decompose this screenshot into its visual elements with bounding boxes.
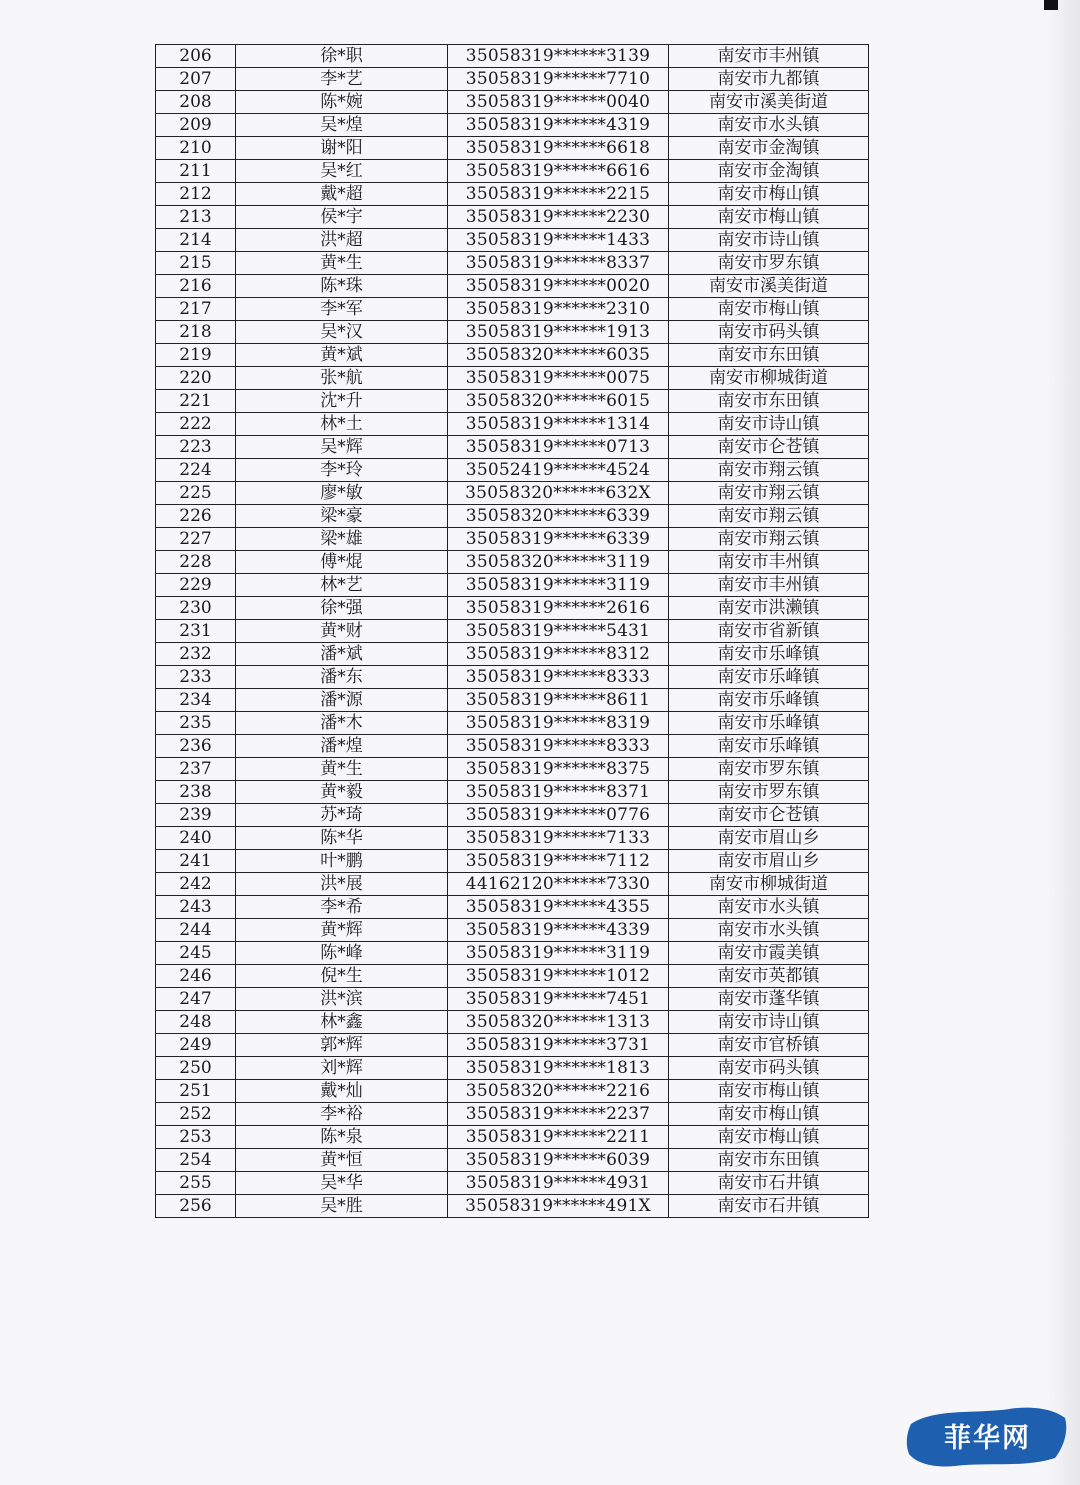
id-number: 35058320******1313 bbox=[448, 1011, 669, 1034]
id-number: 35058319******8371 bbox=[448, 781, 669, 804]
table-row bbox=[156, 114, 869, 137]
id-number: 35058319******1913 bbox=[448, 321, 669, 344]
town-name: 南安市眉山乡 bbox=[669, 827, 869, 850]
row-number: 223 bbox=[156, 436, 236, 459]
town-name: 南安市乐峰镇 bbox=[669, 666, 869, 689]
person-name: 李*希 bbox=[236, 896, 448, 919]
id-number: 35058319******2616 bbox=[448, 597, 669, 620]
town-name: 南安市梅山镇 bbox=[669, 1126, 869, 1149]
town-name: 南安市翔云镇 bbox=[669, 505, 869, 528]
town-name: 南安市梅山镇 bbox=[669, 298, 869, 321]
row-number: 254 bbox=[156, 1149, 236, 1172]
id-number: 35058319******2310 bbox=[448, 298, 669, 321]
person-name: 黄*辉 bbox=[236, 919, 448, 942]
town-name: 南安市乐峰镇 bbox=[669, 735, 869, 758]
row-number: 247 bbox=[156, 988, 236, 1011]
id-number: 35058319******4339 bbox=[448, 919, 669, 942]
row-number: 252 bbox=[156, 1103, 236, 1126]
person-name: 侯*宇 bbox=[236, 206, 448, 229]
table-row bbox=[156, 873, 869, 896]
table-row bbox=[156, 827, 869, 850]
id-number: 35058319******2211 bbox=[448, 1126, 669, 1149]
roster-table bbox=[155, 44, 869, 1218]
table-row bbox=[156, 620, 869, 643]
person-name: 潘*煌 bbox=[236, 735, 448, 758]
row-number: 238 bbox=[156, 781, 236, 804]
person-name: 梁*雄 bbox=[236, 528, 448, 551]
id-number: 35058319******8312 bbox=[448, 643, 669, 666]
id-number: 35058319******3731 bbox=[448, 1034, 669, 1057]
table-row bbox=[156, 896, 869, 919]
table-row bbox=[156, 344, 869, 367]
id-number: 35058319******0040 bbox=[448, 91, 669, 114]
town-name: 南安市仑苍镇 bbox=[669, 436, 869, 459]
person-name: 潘*东 bbox=[236, 666, 448, 689]
person-name: 徐*职 bbox=[236, 45, 448, 68]
person-name: 潘*源 bbox=[236, 689, 448, 712]
town-name: 南安市蓬华镇 bbox=[669, 988, 869, 1011]
row-number: 211 bbox=[156, 160, 236, 183]
id-number: 35058319******4319 bbox=[448, 114, 669, 137]
id-number: 35058319******0713 bbox=[448, 436, 669, 459]
person-name: 谢*阳 bbox=[236, 137, 448, 160]
table-row bbox=[156, 229, 869, 252]
table-row bbox=[156, 735, 869, 758]
person-name: 倪*生 bbox=[236, 965, 448, 988]
table-row bbox=[156, 1126, 869, 1149]
id-number: 35058319******1012 bbox=[448, 965, 669, 988]
person-name: 林*鑫 bbox=[236, 1011, 448, 1034]
row-number: 232 bbox=[156, 643, 236, 666]
id-number: 35058319******8333 bbox=[448, 666, 669, 689]
town-name: 南安市梅山镇 bbox=[669, 183, 869, 206]
person-name: 陈*珠 bbox=[236, 275, 448, 298]
table-row bbox=[156, 1011, 869, 1034]
row-number: 233 bbox=[156, 666, 236, 689]
person-name: 李*艺 bbox=[236, 68, 448, 91]
table-row bbox=[156, 275, 869, 298]
row-number: 251 bbox=[156, 1080, 236, 1103]
id-number: 35058319******2215 bbox=[448, 183, 669, 206]
town-name: 南安市翔云镇 bbox=[669, 528, 869, 551]
id-number: 35058319******7133 bbox=[448, 827, 669, 850]
town-name: 南安市梅山镇 bbox=[669, 206, 869, 229]
town-name: 南安市罗东镇 bbox=[669, 781, 869, 804]
row-number: 227 bbox=[156, 528, 236, 551]
id-number: 35058319******3119 bbox=[448, 574, 669, 597]
scan-corner-mark bbox=[1044, 0, 1058, 10]
id-number: 35058319******7710 bbox=[448, 68, 669, 91]
person-name: 洪*超 bbox=[236, 229, 448, 252]
town-name: 南安市石井镇 bbox=[669, 1172, 869, 1195]
table-row bbox=[156, 436, 869, 459]
row-number: 234 bbox=[156, 689, 236, 712]
id-number: 35058319******491X bbox=[448, 1195, 669, 1218]
id-number: 35058319******7451 bbox=[448, 988, 669, 1011]
person-name: 陈*婉 bbox=[236, 91, 448, 114]
table-row bbox=[156, 988, 869, 1011]
person-name: 黄*生 bbox=[236, 758, 448, 781]
town-name: 南安市乐峰镇 bbox=[669, 643, 869, 666]
person-name: 李*裕 bbox=[236, 1103, 448, 1126]
person-name: 吴*胜 bbox=[236, 1195, 448, 1218]
person-name: 黄*毅 bbox=[236, 781, 448, 804]
row-number: 209 bbox=[156, 114, 236, 137]
id-number: 35058319******3119 bbox=[448, 942, 669, 965]
person-name: 戴*灿 bbox=[236, 1080, 448, 1103]
table-row bbox=[156, 850, 869, 873]
table-row bbox=[156, 160, 869, 183]
row-number: 243 bbox=[156, 896, 236, 919]
id-number: 35058319******7112 bbox=[448, 850, 669, 873]
table-row bbox=[156, 919, 869, 942]
table-row bbox=[156, 574, 869, 597]
row-number: 228 bbox=[156, 551, 236, 574]
person-name: 陈*峰 bbox=[236, 942, 448, 965]
row-number: 230 bbox=[156, 597, 236, 620]
town-name: 南安市水头镇 bbox=[669, 919, 869, 942]
town-name: 南安市翔云镇 bbox=[669, 459, 869, 482]
town-name: 南安市石井镇 bbox=[669, 1195, 869, 1218]
table-row bbox=[156, 137, 869, 160]
person-name: 洪*展 bbox=[236, 873, 448, 896]
table-row bbox=[156, 1172, 869, 1195]
table-row bbox=[156, 804, 869, 827]
person-name: 吴*华 bbox=[236, 1172, 448, 1195]
row-number: 255 bbox=[156, 1172, 236, 1195]
town-name: 南安市罗东镇 bbox=[669, 252, 869, 275]
row-number: 239 bbox=[156, 804, 236, 827]
person-name: 张*航 bbox=[236, 367, 448, 390]
person-name: 陈*泉 bbox=[236, 1126, 448, 1149]
id-number: 35058320******6035 bbox=[448, 344, 669, 367]
town-name: 南安市九都镇 bbox=[669, 68, 869, 91]
person-name: 黄*财 bbox=[236, 620, 448, 643]
row-number: 219 bbox=[156, 344, 236, 367]
person-name: 叶*鹏 bbox=[236, 850, 448, 873]
person-name: 吴*煌 bbox=[236, 114, 448, 137]
row-number: 248 bbox=[156, 1011, 236, 1034]
row-number: 225 bbox=[156, 482, 236, 505]
id-number: 35058319******1314 bbox=[448, 413, 669, 436]
row-number: 242 bbox=[156, 873, 236, 896]
town-name: 南安市霞美镇 bbox=[669, 942, 869, 965]
town-name: 南安市诗山镇 bbox=[669, 413, 869, 436]
row-number: 207 bbox=[156, 68, 236, 91]
id-number: 35058319******6618 bbox=[448, 137, 669, 160]
table-row bbox=[156, 1080, 869, 1103]
id-number: 35058319******8337 bbox=[448, 252, 669, 275]
person-name: 陈*华 bbox=[236, 827, 448, 850]
row-number: 215 bbox=[156, 252, 236, 275]
id-number: 35058319******4931 bbox=[448, 1172, 669, 1195]
table-row bbox=[156, 551, 869, 574]
person-name: 潘*斌 bbox=[236, 643, 448, 666]
table-row bbox=[156, 91, 869, 114]
row-number: 208 bbox=[156, 91, 236, 114]
town-name: 南安市洪濑镇 bbox=[669, 597, 869, 620]
table-row bbox=[156, 781, 869, 804]
table-row bbox=[156, 252, 869, 275]
table-row bbox=[156, 1103, 869, 1126]
row-number: 220 bbox=[156, 367, 236, 390]
id-number: 35058319******6616 bbox=[448, 160, 669, 183]
table-row bbox=[156, 45, 869, 68]
person-name: 李*玲 bbox=[236, 459, 448, 482]
id-number: 35058319******8319 bbox=[448, 712, 669, 735]
id-number: 44162120******7330 bbox=[448, 873, 669, 896]
table-row bbox=[156, 321, 869, 344]
person-name: 苏*琦 bbox=[236, 804, 448, 827]
row-number: 229 bbox=[156, 574, 236, 597]
table-row bbox=[156, 1034, 869, 1057]
row-number: 237 bbox=[156, 758, 236, 781]
row-number: 221 bbox=[156, 390, 236, 413]
town-name: 南安市眉山乡 bbox=[669, 850, 869, 873]
town-name: 南安市东田镇 bbox=[669, 1149, 869, 1172]
town-name: 南安市乐峰镇 bbox=[669, 689, 869, 712]
row-number: 216 bbox=[156, 275, 236, 298]
town-name: 南安市乐峰镇 bbox=[669, 712, 869, 735]
person-name: 林*土 bbox=[236, 413, 448, 436]
id-number: 35058319******0075 bbox=[448, 367, 669, 390]
table-row bbox=[156, 666, 869, 689]
scan-edge-shadow bbox=[1046, 0, 1080, 1485]
town-name: 南安市东田镇 bbox=[669, 390, 869, 413]
person-name: 潘*木 bbox=[236, 712, 448, 735]
table-row bbox=[156, 758, 869, 781]
person-name: 郭*辉 bbox=[236, 1034, 448, 1057]
town-name: 南安市丰州镇 bbox=[669, 45, 869, 68]
person-name: 黄*生 bbox=[236, 252, 448, 275]
id-number: 35058320******6339 bbox=[448, 505, 669, 528]
person-name: 吴*辉 bbox=[236, 436, 448, 459]
table-row bbox=[156, 367, 869, 390]
id-number: 35058319******5431 bbox=[448, 620, 669, 643]
town-name: 南安市金淘镇 bbox=[669, 160, 869, 183]
person-name: 廖*敏 bbox=[236, 482, 448, 505]
town-name: 南安市诗山镇 bbox=[669, 229, 869, 252]
row-number: 244 bbox=[156, 919, 236, 942]
row-number: 245 bbox=[156, 942, 236, 965]
id-number: 35058320******632X bbox=[448, 482, 669, 505]
table-row bbox=[156, 390, 869, 413]
person-name: 林*艺 bbox=[236, 574, 448, 597]
town-name: 南安市溪美街道 bbox=[669, 275, 869, 298]
town-name: 南安市水头镇 bbox=[669, 114, 869, 137]
table-row bbox=[156, 505, 869, 528]
table-row bbox=[156, 965, 869, 988]
row-number: 231 bbox=[156, 620, 236, 643]
id-number: 35058319******1433 bbox=[448, 229, 669, 252]
person-name: 李*军 bbox=[236, 298, 448, 321]
id-number: 35058319******2237 bbox=[448, 1103, 669, 1126]
person-name: 吴*红 bbox=[236, 160, 448, 183]
table-row bbox=[156, 1195, 869, 1218]
town-name: 南安市梅山镇 bbox=[669, 1080, 869, 1103]
id-number: 35058320******6015 bbox=[448, 390, 669, 413]
town-name: 南安市丰州镇 bbox=[669, 574, 869, 597]
town-name: 南安市省新镇 bbox=[669, 620, 869, 643]
row-number: 235 bbox=[156, 712, 236, 735]
watermark-text: 菲华网 bbox=[944, 1423, 1031, 1454]
town-name: 南安市溪美街道 bbox=[669, 91, 869, 114]
row-number: 253 bbox=[156, 1126, 236, 1149]
id-number: 35058319******4355 bbox=[448, 896, 669, 919]
person-name: 沈*升 bbox=[236, 390, 448, 413]
table-row bbox=[156, 942, 869, 965]
id-number: 35058319******0776 bbox=[448, 804, 669, 827]
row-number: 206 bbox=[156, 45, 236, 68]
row-number: 240 bbox=[156, 827, 236, 850]
id-number: 35058319******3139 bbox=[448, 45, 669, 68]
town-name: 南安市码头镇 bbox=[669, 1057, 869, 1080]
id-number: 35058319******8611 bbox=[448, 689, 669, 712]
row-number: 256 bbox=[156, 1195, 236, 1218]
row-number: 246 bbox=[156, 965, 236, 988]
town-name: 南安市柳城街道 bbox=[669, 873, 869, 896]
person-name: 傅*焜 bbox=[236, 551, 448, 574]
id-number: 35058319******0020 bbox=[448, 275, 669, 298]
row-number: 224 bbox=[156, 459, 236, 482]
town-name: 南安市金淘镇 bbox=[669, 137, 869, 160]
row-number: 249 bbox=[156, 1034, 236, 1057]
row-number: 241 bbox=[156, 850, 236, 873]
town-name: 南安市柳城街道 bbox=[669, 367, 869, 390]
town-name: 南安市罗东镇 bbox=[669, 758, 869, 781]
id-number: 35058319******1813 bbox=[448, 1057, 669, 1080]
id-number: 35058319******6039 bbox=[448, 1149, 669, 1172]
row-number: 222 bbox=[156, 413, 236, 436]
id-number: 35058319******8375 bbox=[448, 758, 669, 781]
table-row bbox=[156, 413, 869, 436]
person-name: 黄*恒 bbox=[236, 1149, 448, 1172]
table-row bbox=[156, 206, 869, 229]
table-row bbox=[156, 482, 869, 505]
table-row bbox=[156, 1057, 869, 1080]
town-name: 南安市东田镇 bbox=[669, 344, 869, 367]
id-number: 35058319******2230 bbox=[448, 206, 669, 229]
table-row bbox=[156, 459, 869, 482]
town-name: 南安市水头镇 bbox=[669, 896, 869, 919]
row-number: 212 bbox=[156, 183, 236, 206]
row-number: 214 bbox=[156, 229, 236, 252]
person-name: 黄*斌 bbox=[236, 344, 448, 367]
table-row bbox=[156, 528, 869, 551]
table-row bbox=[156, 298, 869, 321]
row-number: 250 bbox=[156, 1057, 236, 1080]
row-number: 213 bbox=[156, 206, 236, 229]
row-number: 236 bbox=[156, 735, 236, 758]
person-name: 戴*超 bbox=[236, 183, 448, 206]
town-name: 南安市仑苍镇 bbox=[669, 804, 869, 827]
table-row bbox=[156, 183, 869, 206]
table-row bbox=[156, 643, 869, 666]
id-number: 35058320******3119 bbox=[448, 551, 669, 574]
row-number: 226 bbox=[156, 505, 236, 528]
person-name: 徐*强 bbox=[236, 597, 448, 620]
table-row bbox=[156, 597, 869, 620]
town-name: 南安市诗山镇 bbox=[669, 1011, 869, 1034]
row-number: 210 bbox=[156, 137, 236, 160]
town-name: 南安市码头镇 bbox=[669, 321, 869, 344]
table-row bbox=[156, 689, 869, 712]
table-row bbox=[156, 712, 869, 735]
person-name: 梁*豪 bbox=[236, 505, 448, 528]
roster-body bbox=[156, 45, 869, 1218]
person-name: 洪*滨 bbox=[236, 988, 448, 1011]
row-number: 218 bbox=[156, 321, 236, 344]
person-name: 刘*辉 bbox=[236, 1057, 448, 1080]
id-number: 35058319******8333 bbox=[448, 735, 669, 758]
town-name: 南安市梅山镇 bbox=[669, 1103, 869, 1126]
table-row bbox=[156, 1149, 869, 1172]
id-number: 35058320******2216 bbox=[448, 1080, 669, 1103]
town-name: 南安市翔云镇 bbox=[669, 482, 869, 505]
town-name: 南安市丰州镇 bbox=[669, 551, 869, 574]
id-number: 35058319******6339 bbox=[448, 528, 669, 551]
table-row bbox=[156, 68, 869, 91]
town-name: 南安市英都镇 bbox=[669, 965, 869, 988]
row-number: 217 bbox=[156, 298, 236, 321]
watermark-logo bbox=[905, 1402, 1070, 1472]
person-name: 吴*汉 bbox=[236, 321, 448, 344]
town-name: 南安市官桥镇 bbox=[669, 1034, 869, 1057]
id-number: 35052419******4524 bbox=[448, 459, 669, 482]
